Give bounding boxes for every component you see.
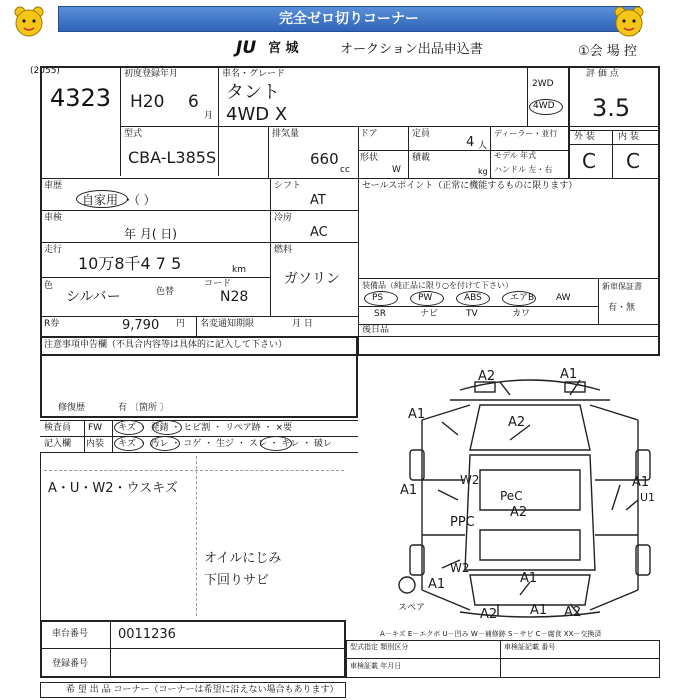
warranty-label: 新車保証書	[602, 282, 642, 291]
vehicle-name: タント	[226, 82, 280, 103]
model-year-label: モデル 年式	[494, 151, 537, 160]
interior-head: 内装	[86, 439, 105, 449]
mark-rear-bottom-a2b: A2	[564, 605, 582, 620]
color-label: 色	[44, 281, 54, 291]
mark-rear-bottom-a2: A2	[480, 607, 498, 622]
bear-mascot-icon	[12, 4, 46, 38]
mark-front-a1: A1	[560, 367, 578, 382]
doors-label: ドア	[360, 129, 378, 139]
equipment-item: SR	[374, 309, 386, 319]
registration-label: 初度登録年月	[124, 69, 179, 79]
displacement-label: 排気量	[272, 129, 300, 139]
capacity-label: 定員	[412, 129, 431, 139]
repair-label: 修復歴	[58, 403, 86, 413]
mark-left-front-a1: A1	[408, 407, 426, 422]
notice-value: 月 日	[292, 319, 313, 329]
mark-left-side-w2: W2	[460, 473, 480, 487]
notice-label: 名変通知期限	[200, 319, 255, 329]
loading-unit: kg	[478, 167, 488, 176]
displacement-unit: cc	[340, 165, 350, 175]
bear-mascot-icon	[612, 4, 646, 38]
circle-kizu-2	[114, 436, 144, 451]
mark-rear-bottom-a1: A1	[530, 603, 548, 618]
loading-label: 積載	[412, 153, 431, 163]
displacement-value: 660	[310, 150, 339, 168]
shape-unit: W	[392, 165, 401, 175]
recycle-label: R券	[44, 319, 60, 329]
dealer-label: ディーラー・並行	[494, 129, 558, 138]
aircon-label: 冷房	[274, 213, 293, 223]
color-code-label: コード	[204, 279, 232, 289]
location: 宮 城	[268, 41, 299, 56]
usage-value: 自家用 ・（ ）	[82, 193, 156, 207]
equipment-item: ABS	[464, 293, 482, 303]
equipment-item: カワ	[512, 309, 531, 319]
mark-hood-a2: A2	[508, 415, 526, 430]
equipment-item: TV	[466, 309, 478, 319]
tiny-serial: (2055)	[30, 66, 60, 76]
mark-right-side-u1: U1	[640, 491, 656, 504]
later-items-label: 後日品	[362, 325, 390, 335]
mark-right-side-a1: A1	[632, 475, 650, 490]
model-label: 型式	[124, 129, 143, 139]
sales-points-label: セールスポイント（正常に機能するものに限ります）	[362, 181, 578, 191]
inspection-label: 車検	[44, 213, 63, 223]
ju-logo: JU	[236, 38, 257, 58]
registration-number-label: 登録番号	[52, 659, 89, 669]
equipment-item: PW	[418, 293, 433, 303]
equipment-item: エアB	[510, 293, 535, 303]
remark-2: オイルにじみ	[204, 551, 282, 566]
recycle-value: 9,790	[122, 318, 160, 333]
capacity-value: 4	[466, 135, 475, 150]
chassis-number: 0011236	[118, 627, 176, 642]
form-code: ①会 場 控	[578, 44, 637, 59]
mark-rear-center-a1: A1	[520, 571, 538, 586]
capacity-unit: 人	[478, 141, 488, 151]
form-title: オークション出品申込書	[340, 42, 483, 57]
vehicle-grade: 4WD X	[226, 104, 288, 125]
shift-value: AT	[310, 193, 326, 208]
fuel-value: ガソリン	[284, 271, 340, 287]
grade-label: 評 価 点	[586, 69, 619, 79]
handle-label: ハンドル 左・右	[494, 165, 553, 174]
inspector-label: 検査員	[44, 423, 72, 433]
recycle-unit: 円	[176, 319, 186, 329]
bottom-corner-label: 希 望 出 品 コーナー（コーナーは希望に沿えない場合もあります）	[66, 685, 339, 695]
month-unit: 月	[204, 111, 214, 121]
aircon-value: AC	[310, 225, 328, 240]
color-change-label: 色替	[156, 287, 175, 297]
notes-label: 注意事項申告欄（不具合内容等は具体的に記入して下さい）	[44, 340, 288, 350]
form-expiry-label: 型式指定 類別区分	[350, 643, 409, 651]
mark-center-a2: A2	[510, 505, 528, 520]
remark-1: A・U・W2・ウスキズ	[48, 481, 178, 496]
shift-label: シフト	[274, 181, 302, 191]
interior-label: 内 装	[618, 132, 639, 142]
inspection-cert-label: 車検証記載 番号	[504, 643, 556, 651]
color-code: N28	[220, 289, 249, 305]
fw-head: FW	[88, 423, 103, 433]
remark-3: 下回りサビ	[204, 573, 270, 588]
mark-rear-left-a1: A1	[428, 577, 446, 592]
vehicle-name-label: 車名・グレード	[222, 69, 286, 79]
cert-date-label: 車検証載 年月日	[350, 662, 402, 670]
circle-kizu	[114, 420, 144, 435]
circle-sure	[260, 436, 292, 451]
registration-year: H20	[130, 92, 165, 112]
entry-label: 記入欄	[44, 439, 72, 449]
repair-value: 有 〔箇所 〕	[118, 403, 169, 413]
usage-label: 車歴	[44, 181, 63, 191]
mark-left-door-ppc: PPC	[450, 515, 475, 530]
shape-label: 形状	[360, 153, 379, 163]
circle-hassei	[152, 420, 182, 435]
exterior-label: 外 装	[574, 132, 595, 142]
mark-left-rear-w2: W2	[450, 561, 470, 575]
mileage-value: 10万8千4 7 5	[78, 254, 182, 273]
mileage-unit: km	[232, 265, 246, 275]
equipment-circle	[364, 291, 398, 306]
equipment-circle	[502, 291, 536, 306]
equipment-circle	[410, 291, 444, 306]
mileage-label: 走行	[44, 245, 63, 255]
drive-4wd: 4WD	[533, 101, 555, 111]
banner-title: 完全ゼロ切りコーナー	[58, 6, 640, 32]
fuel-label: 燃料	[274, 245, 293, 255]
exterior-grade: C	[582, 149, 596, 173]
chassis-label: 車台番号	[52, 629, 89, 639]
mark-front-a2: A2	[478, 369, 496, 384]
equipment-item: PS	[372, 293, 384, 303]
inspection-value: 年 月( 日)	[124, 227, 177, 241]
mark-center-pec: PeC	[500, 489, 523, 503]
mark-left-side-a1: A1	[400, 483, 418, 498]
warranty-value: 有・無	[608, 303, 636, 313]
spare-label: スペア	[398, 603, 426, 613]
defect-row-2: キズ ・ 汚レ ・ コゲ ・ 生ジ ・ スレ ・ キレ ・ 破レ	[118, 439, 333, 449]
registration-month: 6	[188, 92, 199, 112]
color-value: シルバー	[66, 289, 121, 305]
model-code: CBA-L385S	[128, 148, 217, 167]
equipment-item: AW	[556, 293, 571, 303]
equipment-circle	[456, 291, 490, 306]
grade-score: 3.5	[592, 94, 631, 122]
equipment-item: ナビ	[420, 309, 439, 319]
defect-legend: A－キズ E－エクボ U－凹み W－補修跡 S－サビ C－腐食 XX－交換済	[380, 630, 602, 638]
circle-yogore	[150, 436, 180, 451]
interior-grade: C	[626, 149, 640, 173]
defect-row-1: キズ ・ 発錆 ・ ヒビ割 ・ リペア跡 ・ ×要	[118, 423, 293, 433]
drive-2wd: 2WD	[532, 79, 554, 89]
lot-number: 4323	[50, 84, 112, 112]
equipment-label: 装備品（純正品に限り○を付けて下さい）	[362, 281, 513, 290]
